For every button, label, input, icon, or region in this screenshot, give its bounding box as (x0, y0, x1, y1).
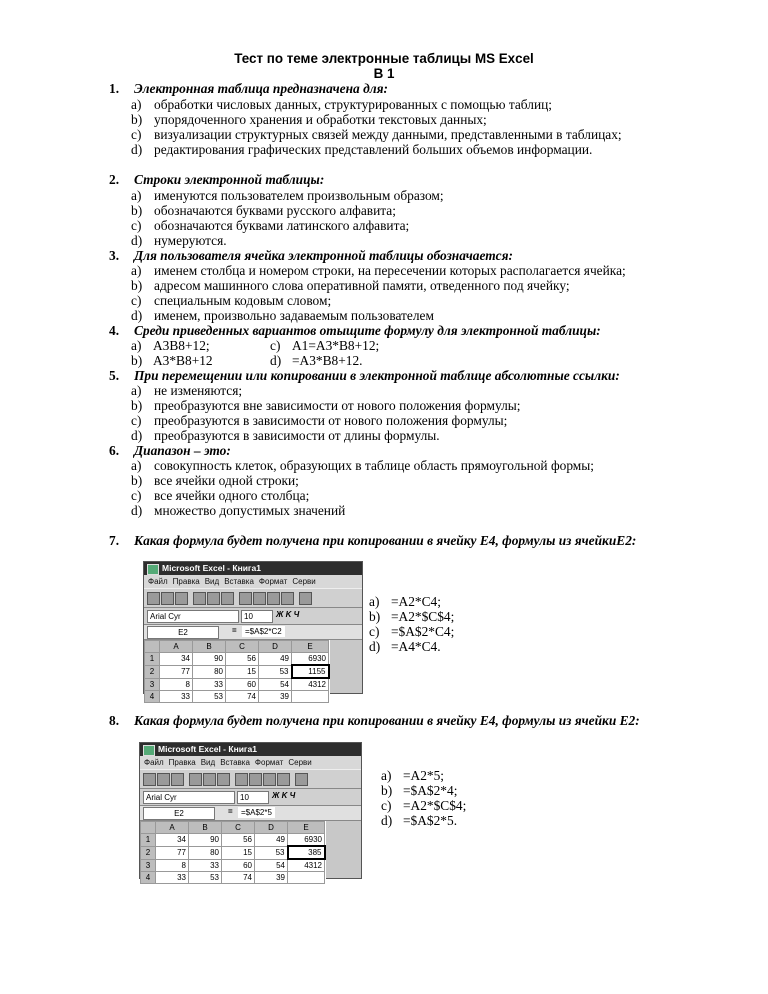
option-text: преобразуются в зависимости от длины формулы. (154, 428, 440, 443)
option-letter: d) (131, 308, 143, 323)
row-header: 4 (145, 691, 160, 703)
question-text: Для пользователя ячейка электронной таблицы обозначается: (134, 248, 513, 263)
table-row (145, 653, 329, 666)
save-icon (171, 773, 184, 786)
excel-format-toolbar (144, 608, 362, 625)
cell: 53 (189, 872, 222, 884)
table-row (141, 834, 325, 847)
cell: 90 (189, 834, 222, 847)
new-icon (147, 592, 160, 605)
excel-formula-bar (144, 625, 362, 640)
table-row (145, 665, 329, 678)
column-header: E (288, 822, 325, 834)
option-letter: d) (381, 813, 393, 828)
cell: 53 (193, 691, 226, 703)
option-letter: d) (131, 503, 143, 518)
option-text: A1=A3*B8+12; (292, 338, 380, 353)
column-header: C (226, 641, 259, 653)
question-text: Строки электронной таблицы: (134, 172, 325, 187)
menu-file: Файл (144, 758, 164, 767)
question-text: Электронная таблица предназначена для: (134, 81, 388, 96)
copy-icon (253, 592, 266, 605)
excel-format-toolbar (140, 789, 361, 806)
name-box: E2 (147, 626, 219, 639)
copy-icon (249, 773, 262, 786)
cell: 80 (193, 665, 226, 678)
menu-insert: Вставка (224, 577, 254, 586)
option-text: упорядоченного хранения и обработки текстовых данных; (154, 112, 487, 127)
option-letter: b) (381, 783, 393, 798)
option-text: =A2*$C$4; (391, 609, 455, 624)
preview-icon (203, 773, 216, 786)
column-header: D (259, 641, 292, 653)
column-header: E (292, 641, 329, 653)
menu-format: Формат (254, 758, 284, 767)
option-letter: a) (131, 263, 142, 278)
excel-screenshot-1 (143, 561, 363, 701)
cell: 54 (255, 859, 288, 872)
option-text: A3*B8+12 (153, 353, 213, 368)
cell: 74 (222, 872, 255, 884)
font-size-select: 10 (237, 791, 269, 804)
option-letter: d) (270, 353, 282, 368)
excel-grid (144, 640, 330, 703)
option-letter: a) (131, 97, 142, 112)
cell: 6930 (288, 834, 325, 847)
option-letter: b) (131, 278, 143, 293)
option-letter: b) (131, 112, 143, 127)
equals-icon: = (232, 626, 237, 635)
option-letter: a) (381, 768, 392, 783)
option-text: все ячейки одного столбца; (154, 488, 310, 503)
option-letter: b) (131, 203, 143, 218)
question-text: Какая формула будет получена при копировании в ячейку Е4, формулы из ячейки Е2: (134, 713, 640, 728)
option-letter: c) (381, 798, 392, 813)
formula-text: =$A$2*C2 (242, 626, 285, 637)
cell (292, 691, 329, 703)
cell: 33 (156, 872, 189, 884)
option-text: именуются пользователем произвольным образом; (154, 188, 444, 203)
cut-icon (235, 773, 248, 786)
undo-icon (295, 773, 308, 786)
option-text: обозначаются буквами русского алфавита; (154, 203, 396, 218)
corner-cell (145, 641, 160, 653)
question-number: 1. (109, 81, 120, 96)
option-text: адресом машинного слова оперативной памяти, отведенного под ячейку; (154, 278, 570, 293)
formula-text: =$A$2*5 (238, 807, 275, 818)
option-letter: c) (369, 624, 380, 639)
preview-icon (207, 592, 220, 605)
column-header-row (145, 641, 329, 653)
save-icon (175, 592, 188, 605)
cell: 6930 (292, 653, 329, 666)
cell: 90 (193, 653, 226, 666)
excel-standard-toolbar (144, 588, 362, 608)
cell: 49 (259, 653, 292, 666)
cut-icon (239, 592, 252, 605)
option-letter: d) (369, 639, 381, 654)
excel-menu-bar (144, 575, 362, 588)
option-letter: c) (270, 338, 281, 353)
column-header: B (189, 822, 222, 834)
option-text: множество допустимых значений (154, 503, 346, 518)
option-letter: c) (131, 413, 142, 428)
option-letter: d) (131, 142, 143, 157)
menu-tools: Серви (292, 577, 316, 586)
cell: 15 (222, 846, 255, 859)
column-header: D (255, 822, 288, 834)
question-text: Какая формула будет получена при копировании в ячейку Е4, формулы из ячейкиЕ2: (134, 533, 637, 548)
option-text: именем столбца и номером строки, на пересечении которых располагается ячейка; (154, 263, 626, 278)
cell: 4312 (288, 859, 325, 872)
option-text: именем, произвольно задаваемым пользователем (154, 308, 434, 323)
cell: 77 (156, 846, 189, 859)
option-text: =A2*C4; (391, 594, 441, 609)
spell-icon (221, 592, 234, 605)
excel-screenshot-2 (139, 742, 362, 882)
menu-view: Вид (204, 577, 220, 586)
menu-view: Вид (200, 758, 216, 767)
column-header-row (141, 822, 325, 834)
option-text: =$A$2*4; (403, 783, 458, 798)
excel-title-bar (144, 562, 362, 575)
column-header: B (193, 641, 226, 653)
cell: 34 (156, 834, 189, 847)
option-text: не изменяются; (154, 383, 243, 398)
excel-grid (140, 821, 326, 884)
option-text: =A2*5; (403, 768, 445, 783)
document-title: Тест по теме электронные таблицы MS Excel (234, 51, 534, 66)
cell: 56 (226, 653, 259, 666)
excel-window-title: Microsoft Excel - Книга1 (162, 563, 261, 573)
menu-insert: Вставка (220, 758, 250, 767)
excel-formula-bar (140, 806, 361, 821)
column-header: A (156, 822, 189, 834)
column-header: C (222, 822, 255, 834)
cell: 56 (222, 834, 255, 847)
open-icon (161, 592, 174, 605)
row-header: 2 (145, 665, 160, 678)
spell-icon (217, 773, 230, 786)
table-row (141, 872, 325, 884)
option-letter: b) (131, 473, 143, 488)
corner-cell (141, 822, 156, 834)
selected-cell: 1155 (292, 665, 329, 678)
paste-icon (263, 773, 276, 786)
question-text: При перемещении или копировании в электронной таблице абсолютные ссылки: (134, 368, 620, 383)
menu-edit: Правка (168, 758, 196, 767)
cell: 33 (160, 691, 193, 703)
new-icon (143, 773, 156, 786)
cell: 39 (259, 691, 292, 703)
excel-window-title: Microsoft Excel - Книга1 (158, 744, 257, 754)
font-select: Arial Cyr (143, 791, 235, 804)
cell: 15 (226, 665, 259, 678)
excel-app-icon (147, 564, 159, 575)
question-number: 2. (109, 172, 120, 187)
question-number: 8. (109, 713, 120, 728)
menu-edit: Правка (172, 577, 200, 586)
cell: 4312 (292, 678, 329, 691)
option-text: нумеруются. (154, 233, 227, 248)
question-number: 4. (109, 323, 120, 338)
cell: 39 (255, 872, 288, 884)
option-letter: a) (131, 458, 142, 473)
row-header: 1 (141, 834, 156, 847)
option-letter: c) (131, 218, 142, 233)
option-letter: a) (131, 338, 142, 353)
font-select: Arial Cyr (147, 610, 239, 623)
option-text: обозначаются буквами латинского алфавита; (154, 218, 410, 233)
selected-cell: 385 (288, 846, 325, 859)
question-text: Среди приведенных вариантов отыщите формулу для электронной таблицы: (134, 323, 601, 338)
cell: 33 (189, 859, 222, 872)
excel-title-bar (140, 743, 361, 756)
table-row (145, 678, 329, 691)
option-text: обработки числовых данных, структурированных с помощью таблиц; (154, 97, 553, 112)
cell: 54 (259, 678, 292, 691)
option-text: =A3*B8+12. (292, 353, 363, 368)
option-text: редактирования графических представлений больших объемов информации. (154, 142, 593, 157)
print-icon (193, 592, 206, 605)
print-icon (189, 773, 202, 786)
option-letter: c) (131, 293, 142, 308)
excel-app-icon (143, 745, 155, 756)
cell: 33 (193, 678, 226, 691)
option-text: A3B8+12; (153, 338, 210, 353)
cell: 34 (160, 653, 193, 666)
menu-file: Файл (148, 577, 168, 586)
name-box: E2 (143, 807, 215, 820)
question-text: Диапазон – это: (134, 443, 231, 458)
bold-italic-icons: Ж K Ч (272, 791, 296, 800)
table-row (141, 846, 325, 859)
option-text: =A2*$C$4; (403, 798, 467, 813)
option-text: преобразуются вне зависимости от нового положения формулы; (154, 398, 521, 413)
column-header: A (160, 641, 193, 653)
option-text: преобразуются в зависимости от нового положения формулы; (154, 413, 508, 428)
row-header: 1 (145, 653, 160, 666)
cell: 74 (226, 691, 259, 703)
undo-icon (299, 592, 312, 605)
cell: 60 (222, 859, 255, 872)
option-letter: a) (369, 594, 380, 609)
option-text: совокупность клеток, образующих в таблице область прямоугольной формы; (154, 458, 594, 473)
row-header: 2 (141, 846, 156, 859)
cell: 49 (255, 834, 288, 847)
menu-tools: Серви (288, 758, 312, 767)
option-letter: b) (369, 609, 381, 624)
option-text: =A4*C4. (391, 639, 441, 654)
row-header: 3 (141, 859, 156, 872)
option-letter: b) (131, 398, 143, 413)
option-letter: d) (131, 233, 143, 248)
equals-icon: = (228, 807, 233, 816)
font-size-select: 10 (241, 610, 273, 623)
open-icon (157, 773, 170, 786)
row-header: 3 (145, 678, 160, 691)
cell: 77 (160, 665, 193, 678)
row-header: 4 (141, 872, 156, 884)
option-letter: c) (131, 127, 142, 142)
question-number: 5. (109, 368, 120, 383)
cell: 80 (189, 846, 222, 859)
menu-format: Формат (258, 577, 288, 586)
option-letter: a) (131, 383, 142, 398)
table-row (145, 691, 329, 703)
cell: 53 (255, 846, 288, 859)
format-painter-icon (277, 773, 290, 786)
option-letter: d) (131, 428, 143, 443)
variant-label: В 1 (373, 66, 395, 81)
option-text: =$A$2*C4; (391, 624, 455, 639)
excel-standard-toolbar (140, 769, 361, 789)
bold-italic-icons: Ж K Ч (276, 610, 300, 619)
excel-menu-bar (140, 756, 361, 769)
cell: 8 (156, 859, 189, 872)
question-number: 3. (109, 248, 120, 263)
option-text: все ячейки одной строки; (154, 473, 299, 488)
cell: 8 (160, 678, 193, 691)
format-painter-icon (281, 592, 294, 605)
option-letter: c) (131, 488, 142, 503)
table-row (141, 859, 325, 872)
option-letter: b) (131, 353, 143, 368)
question-number: 6. (109, 443, 120, 458)
option-text: визуализации структурных связей между данными, представленными в таблицах; (154, 127, 622, 142)
cell: 53 (259, 665, 292, 678)
option-letter: a) (131, 188, 142, 203)
paste-icon (267, 592, 280, 605)
cell (288, 872, 325, 884)
option-text: специальным кодовым словом; (154, 293, 332, 308)
cell: 60 (226, 678, 259, 691)
question-number: 7. (109, 533, 120, 548)
option-text: =$A$2*5. (403, 813, 458, 828)
